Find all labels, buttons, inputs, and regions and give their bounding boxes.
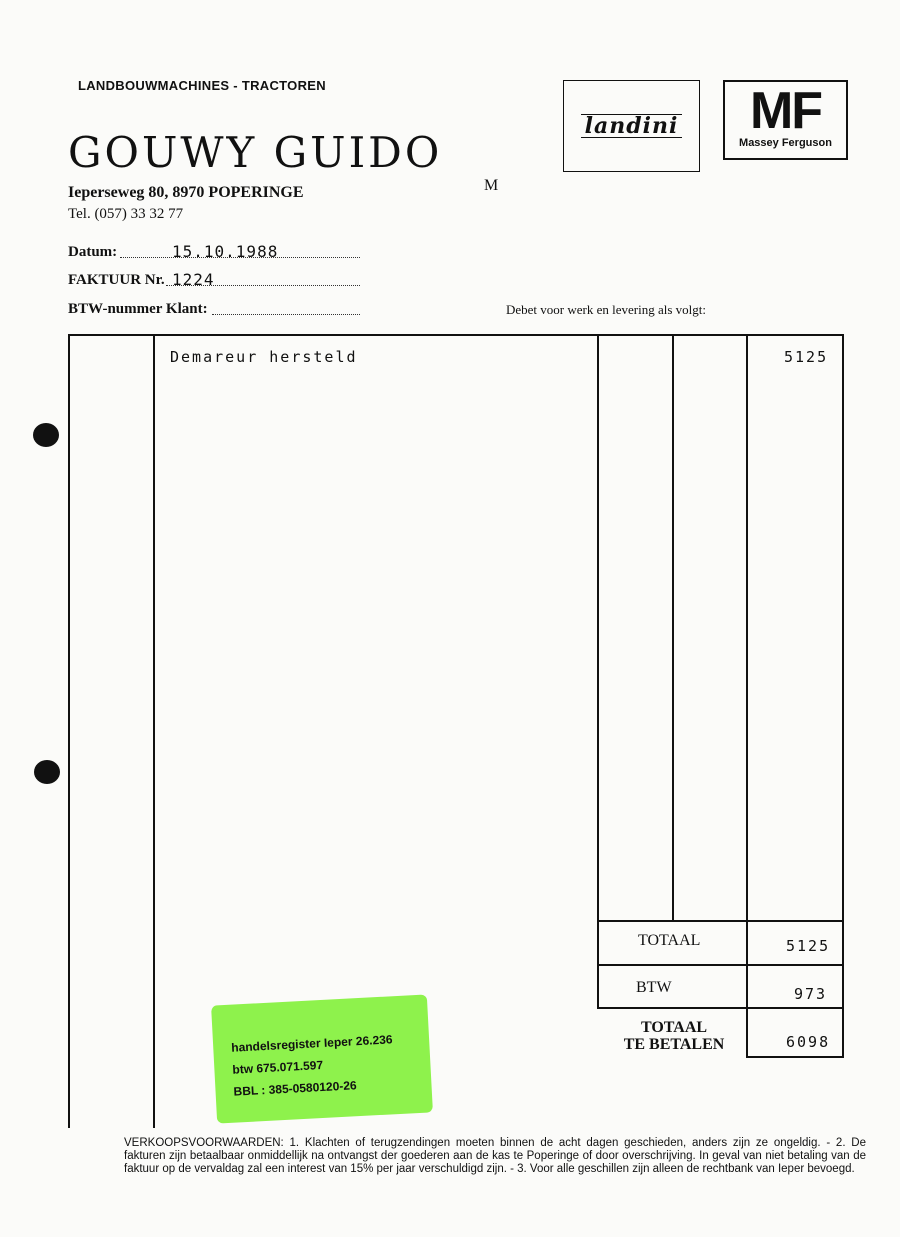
btw-label: BTW xyxy=(636,979,672,996)
landini-logo xyxy=(563,80,700,172)
totaal-top-line xyxy=(597,920,844,922)
tagline: LANDBOUWMACHINES - TRACTOREN xyxy=(78,78,326,93)
table-right-edge xyxy=(842,334,844,1058)
sales-conditions: VERKOOPSVOORWAARDEN: 1. Klachten of terugzendingen moeten binnen de acht dagen geschieden, anders zijn ze ongeldig. - 2. De fakturen zijn betaalbaar onmiddellijk na ontvangst der goederen aan de kas te Poperinge of door overschrijving. In geval van niet betaling van de faktuur op de vervaldag zal een interest van 15% per jaar verschuldigd zijn. - 3. Voor alle geschillen zijn alleen de rechtbank van Ieper bevoegd. xyxy=(124,1137,866,1175)
te-betalen-bottom-line xyxy=(746,1056,844,1058)
punch-hole-top xyxy=(33,423,59,447)
debet-label: Debet voor werk en levering als volgt: xyxy=(506,302,706,317)
te-betalen-label xyxy=(612,1019,736,1053)
btw-klant-label: BTW-nummer Klant: xyxy=(68,301,208,317)
faktuur-label: FAKTUUR Nr. xyxy=(68,272,165,288)
table-divider-amount-right xyxy=(746,334,748,1058)
te-betalen-value: 6098 xyxy=(786,1033,831,1051)
landini-logo-text: landini xyxy=(581,114,683,138)
sticker-btw: btw 675.071.597 xyxy=(232,1057,324,1077)
faktuur-value: 1224 xyxy=(172,270,215,289)
te-betalen-label-line1: TOTAAL xyxy=(640,1019,708,1036)
table-divider-amount-mid xyxy=(672,334,674,922)
btw-top-line xyxy=(597,964,844,966)
company-name: GOUWY GUIDO xyxy=(68,128,443,177)
registry-sticker xyxy=(211,994,433,1123)
btw-value: 973 xyxy=(794,985,828,1003)
totaal-value: 5125 xyxy=(786,937,831,955)
table-divider-amount-left xyxy=(597,334,599,1009)
massey-ferguson-logo xyxy=(723,80,848,160)
mark-m: M xyxy=(484,177,499,194)
mf-logo-name: Massey Ferguson xyxy=(739,137,832,149)
sticker-bbl: BBL : 385-0580120-26 xyxy=(233,1078,357,1099)
line-item-description: Demareur hersteld xyxy=(170,348,358,366)
company-phone: Tel. (057) 33 32 77 xyxy=(68,206,184,222)
punch-hole-bottom xyxy=(34,760,60,784)
mf-logo-letters: MF xyxy=(749,82,822,140)
table-divider-left xyxy=(153,334,155,1128)
totaal-label: TOTAAL xyxy=(638,932,701,949)
btw-bottom-line xyxy=(597,1007,844,1009)
company-address: Ieperseweg 80, 8970 POPERINGE xyxy=(68,184,304,201)
datum-label: Datum: xyxy=(68,244,118,260)
sticker-handelsregister: handelsregister Ieper 26.236 xyxy=(230,1032,393,1055)
btw-klant-dotline xyxy=(212,314,360,315)
line-item-amount: 5125 xyxy=(784,348,829,366)
datum-value: 15.10.1988 xyxy=(172,242,279,261)
te-betalen-label-line2: TE BETALEN xyxy=(623,1036,725,1053)
